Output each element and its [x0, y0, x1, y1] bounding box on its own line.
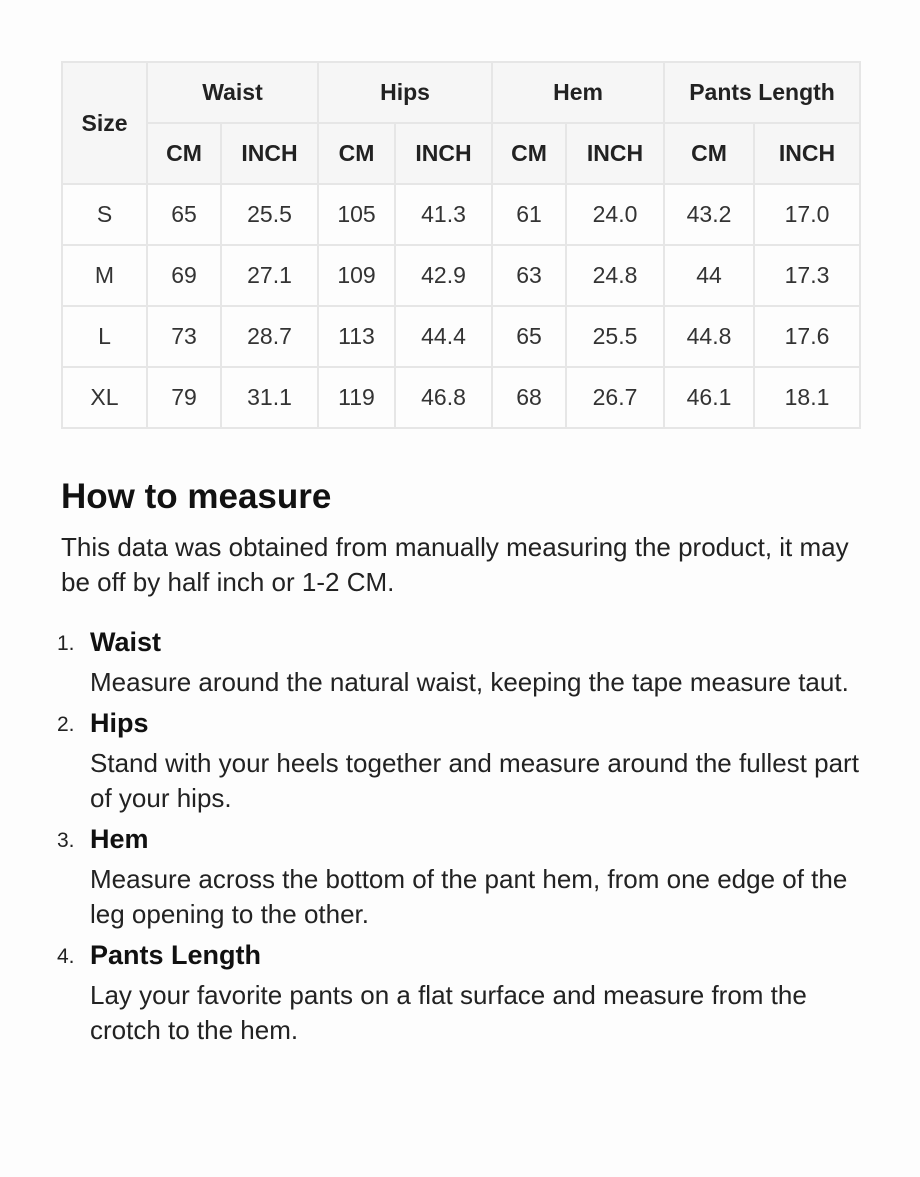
- table-cell: 44.8: [664, 306, 754, 367]
- table-cell: 46.8: [395, 367, 492, 428]
- unit-header: CM: [147, 123, 221, 184]
- table-cell: 69: [147, 245, 221, 306]
- list-item: [57, 937, 861, 1048]
- step-title: Waist: [90, 627, 162, 657]
- step-description: Measure across the bottom of the pant hem, from one edge of the leg opening to the other.: [90, 864, 848, 929]
- waist-group-header: Waist: [147, 62, 318, 123]
- table-unit-row: [62, 123, 860, 184]
- table-cell: 68: [492, 367, 566, 428]
- table-cell: 17.6: [754, 306, 860, 367]
- table-header-row: [62, 62, 860, 123]
- step-description: Stand with your heels together and measure around the fullest part of your hips.: [90, 748, 859, 813]
- table-cell: 26.7: [566, 367, 664, 428]
- unit-header: CM: [664, 123, 754, 184]
- table-cell: 18.1: [754, 367, 860, 428]
- unit-header: INCH: [754, 123, 860, 184]
- table-cell: 17.0: [754, 184, 860, 245]
- how-to-measure-heading: How to measure: [61, 477, 332, 516]
- table-cell: 119: [318, 367, 395, 428]
- size-cell: M: [62, 245, 147, 306]
- table-cell: 79: [147, 367, 221, 428]
- table-cell: 65: [492, 306, 566, 367]
- size-cell: S: [62, 184, 147, 245]
- unit-header: CM: [492, 123, 566, 184]
- list-item: [57, 624, 861, 700]
- table-cell: 24.0: [566, 184, 664, 245]
- list-item: [57, 705, 861, 816]
- step-number: 1.: [57, 632, 75, 655]
- hem-group-header: Hem: [492, 62, 664, 123]
- table-cell: 46.1: [664, 367, 754, 428]
- step-description: Measure around the natural waist, keeping the tape measure taut.: [90, 667, 849, 697]
- table-cell: 25.5: [566, 306, 664, 367]
- table-cell: 44.4: [395, 306, 492, 367]
- table-cell: 27.1: [221, 245, 318, 306]
- step-description: Lay your favorite pants on a flat surface and measure from the crotch to the hem.: [90, 980, 807, 1045]
- table-cell: 25.5: [221, 184, 318, 245]
- size-cell: L: [62, 306, 147, 367]
- unit-header: INCH: [566, 123, 664, 184]
- table-cell: 44: [664, 245, 754, 306]
- table-cell: 113: [318, 306, 395, 367]
- step-title: Hem: [90, 824, 149, 854]
- table-cell: 61: [492, 184, 566, 245]
- step-title: Pants Length: [90, 940, 262, 970]
- table-row: [62, 306, 860, 367]
- table-cell: 17.3: [754, 245, 860, 306]
- table-row: [62, 184, 860, 245]
- measurement-disclaimer: This data was obtained from manually measuring the product, it may be off by half inch or 1-2 CM.: [61, 532, 849, 597]
- table-cell: 42.9: [395, 245, 492, 306]
- step-number: 2.: [57, 713, 75, 736]
- pants-length-group-header: Pants Length: [664, 62, 860, 123]
- unit-header: CM: [318, 123, 395, 184]
- step-number: 3.: [57, 829, 75, 852]
- size-cell: XL: [62, 367, 147, 428]
- table-cell: 65: [147, 184, 221, 245]
- step-title: Hips: [90, 708, 149, 738]
- table-cell: 41.3: [395, 184, 492, 245]
- table-cell: 105: [318, 184, 395, 245]
- step-number: 4.: [57, 945, 75, 968]
- table-cell: 73: [147, 306, 221, 367]
- table-row: [62, 245, 860, 306]
- unit-header: INCH: [395, 123, 492, 184]
- table-cell: 24.8: [566, 245, 664, 306]
- measurement-steps-list: [57, 624, 861, 1053]
- table-cell: 43.2: [664, 184, 754, 245]
- table-cell: 63: [492, 245, 566, 306]
- unit-header: INCH: [221, 123, 318, 184]
- list-item: [57, 821, 861, 932]
- size-chart-table: [61, 61, 861, 429]
- table-row: [62, 367, 860, 428]
- table-cell: 31.1: [221, 367, 318, 428]
- table-cell: 28.7: [221, 306, 318, 367]
- size-column-header: Size: [62, 62, 147, 184]
- table-cell: 109: [318, 245, 395, 306]
- hips-group-header: Hips: [318, 62, 492, 123]
